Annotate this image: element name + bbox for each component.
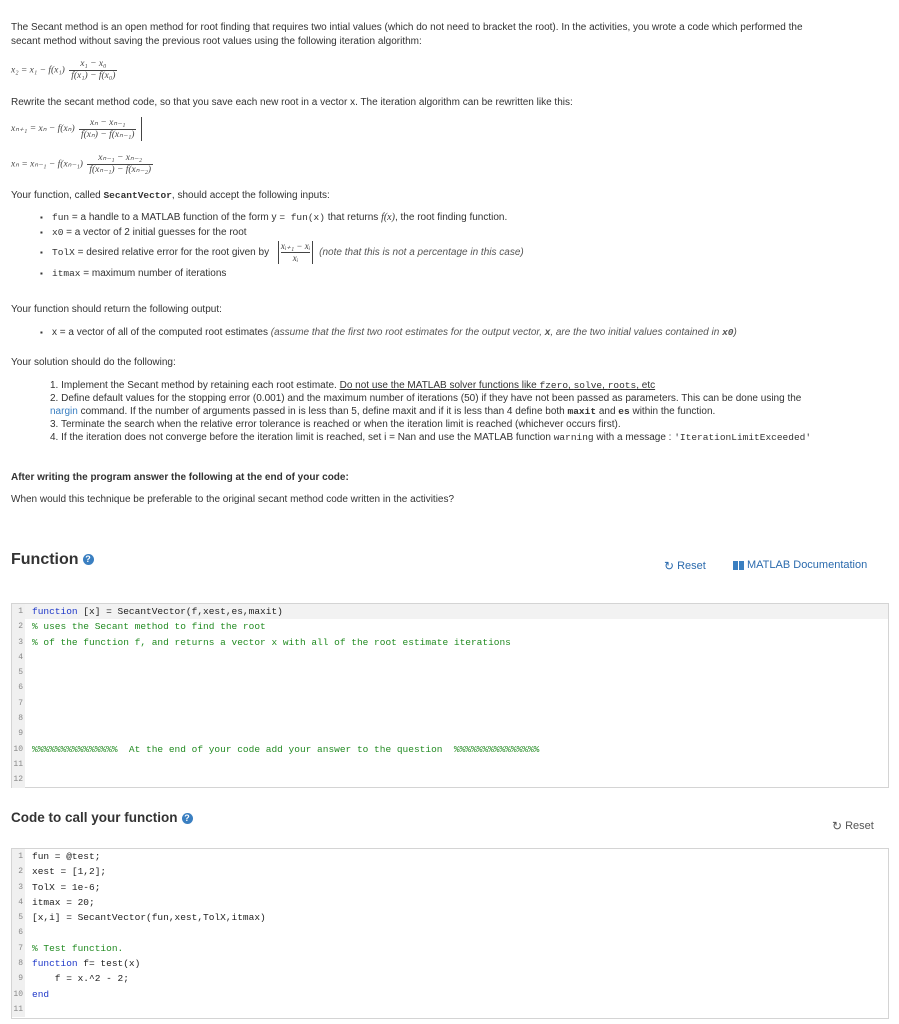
fun-code: fun: [52, 212, 70, 223]
code-text: xest = [1,2];: [32, 866, 107, 878]
call-code-editor[interactable]: [11, 848, 889, 1019]
fun-text-a: = a handle to a MATLAB function of the form y: [69, 212, 280, 223]
code-line[interactable]: [12, 987, 888, 1002]
eq1-fraction: [69, 59, 117, 82]
code-line[interactable]: [12, 711, 888, 726]
eq3-fraction: [87, 153, 153, 176]
line-number: 1: [12, 849, 25, 864]
outputs-list: [40, 325, 737, 340]
step-2-text-a: 2. Define default values for the stopping error (0.001) and the maximum number of iterations (50) if they have not been passed as parameters. This can be done using the: [50, 393, 802, 404]
matlab-documentation-button[interactable]: [733, 559, 867, 571]
code-line[interactable]: [12, 742, 888, 757]
code-line[interactable]: [12, 910, 888, 925]
eq1-lhs: x₂ = x₁ − f(x₁): [11, 65, 65, 76]
after-writing-heading: After writing the program answer the following at the end of your code:: [11, 472, 349, 483]
line-number: 3: [12, 635, 25, 650]
code-line[interactable]: [12, 880, 888, 895]
step-2-and: and: [596, 406, 619, 417]
intro-line-1: The Secant method is an open method for root finding that requires two intial values (which do not need to bracket the root). In the activities, you wrote a code which performed the: [11, 22, 803, 33]
call-help-icon[interactable]: ?: [182, 813, 193, 824]
eq2-lhs: xₙ₊₁ = xₙ − f(xₙ): [11, 124, 75, 135]
warning-code: warning: [553, 432, 594, 443]
code-line[interactable]: [12, 696, 888, 711]
step-1-etc: , etc: [636, 380, 656, 391]
output-note-c: ): [733, 327, 737, 338]
nargin-link[interactable]: nargin: [50, 406, 78, 417]
step-2-text-b: command. If the number of arguments passed in is less than 5, define maxit and if it is less than 4 define both: [77, 406, 568, 417]
line-number: 9: [12, 971, 25, 986]
step-3: 3. Terminate the search when the relative error tolerance is reached or when the iteration limit is reached (whichever occurs first).: [50, 419, 621, 430]
code-text: % uses the Secant method to find the root: [32, 621, 266, 633]
call-reset-button[interactable]: [832, 819, 874, 833]
eq2-fraction: [79, 118, 136, 141]
code-line[interactable]: [12, 680, 888, 695]
keyword-function: function: [32, 958, 78, 970]
inputs-list: [40, 210, 524, 281]
code-line[interactable]: [12, 941, 888, 956]
code-line[interactable]: [12, 604, 888, 619]
code-text: [32, 956, 140, 971]
function-title-text: Function: [11, 551, 79, 568]
call-reset-label: Reset: [845, 820, 874, 832]
function-name-code: SecantVector: [103, 190, 172, 201]
code-line[interactable]: [12, 971, 888, 986]
eq2-denominator: f(xₙ) − f(xₙ₋₁): [81, 129, 135, 140]
output-note-b: , are the two initial values contained in: [550, 327, 723, 338]
output-x-text: x = a vector of all of the computed root estimates: [52, 327, 271, 338]
line-number: 8: [12, 956, 25, 971]
code-fn-signature: [x] = SecantVector(f,xest,es,maxit): [77, 606, 283, 617]
input-item-itmax: [40, 266, 524, 281]
line-number: 6: [12, 925, 25, 940]
x0-code: x0: [52, 227, 64, 238]
fun-text-b: that returns: [324, 212, 382, 223]
matlab-documentation-label: MATLAB Documentation: [747, 559, 868, 571]
fun-math: f(x): [381, 212, 395, 223]
step-4-text-c: with a message :: [593, 432, 675, 443]
maxit-code: maxit: [567, 406, 597, 417]
step-4-text-a: 4. If the iteration does not converge before the iteration limit is reached, set i = Nan and use the MATLAB function: [50, 432, 554, 443]
code-line[interactable]: [12, 895, 888, 910]
tolx-denominator: xᵢ: [292, 252, 299, 263]
line-number: 4: [12, 650, 25, 665]
code-line[interactable]: [12, 925, 888, 940]
function-section-title: [11, 551, 94, 569]
output-note-x0: x0: [722, 327, 734, 338]
line-number: 2: [12, 619, 25, 634]
code-line[interactable]: [12, 665, 888, 680]
reset-icon: ↻: [832, 819, 843, 833]
step-1: [50, 379, 880, 392]
tolx-code: TolX: [52, 247, 75, 258]
step-2: [50, 392, 880, 418]
code-line[interactable]: [12, 772, 888, 787]
output-note-a: (assume that the first two root estimates for the output vector,: [270, 327, 545, 338]
line-number: 12: [12, 772, 25, 787]
intro-paragraph: [11, 21, 881, 49]
eq2-cursor-bar: [141, 117, 142, 141]
step-1-sep-1: ,: [568, 380, 574, 391]
equation-2: [11, 117, 142, 141]
line-number: 10: [12, 987, 25, 1002]
code-line[interactable]: [12, 1002, 888, 1017]
eq3-denominator: f(xₙ₋₁) − f(xₙ₋₂): [89, 165, 152, 175]
eq3-lhs: xₙ = xₙ₋₁ − f(xₙ₋₁): [11, 159, 83, 170]
itmax-text: = maximum number of iterations: [80, 268, 227, 279]
itmax-code: itmax: [52, 268, 81, 279]
intro-line-2: secant method without saving the previous root values using the following iteration algorithm:: [11, 36, 422, 47]
input-item-x0: [40, 225, 524, 240]
line-number: 10: [12, 742, 25, 757]
rewrite-text: Rewrite the secant method code, so that you save each new root in a vector x. The iteration algorithm can be rewritten like this:: [11, 97, 573, 108]
tolx-formula: [278, 241, 313, 264]
output-x-note: [271, 327, 737, 338]
equation-3: [11, 153, 155, 176]
eq1-numerator: x₁ − x₀: [69, 59, 117, 71]
inputs-intro-text-a: Your function, called: [11, 190, 104, 201]
equation-1: [11, 59, 119, 82]
line-number: 11: [12, 757, 25, 772]
solution-intro: Your solution should do the following:: [11, 357, 176, 368]
code-text: end: [32, 988, 50, 1000]
function-reset-label: Reset: [677, 560, 706, 572]
line-number: 8: [12, 711, 25, 726]
function-reset-button[interactable]: [664, 559, 706, 573]
fzero-code: fzero: [539, 380, 569, 391]
step-1-sep-2: ,: [602, 380, 608, 391]
function-help-icon[interactable]: ?: [83, 554, 94, 565]
code-text: fun = @test;: [32, 851, 101, 862]
code-line[interactable]: [12, 864, 888, 879]
step-2-text-f: within the function.: [629, 406, 716, 417]
input-item-tolx: [40, 240, 524, 266]
code-line[interactable]: [12, 635, 888, 650]
line-number: 9: [12, 726, 25, 741]
outputs-intro: Your function should return the following output:: [11, 304, 222, 315]
function-code-editor[interactable]: [11, 603, 889, 788]
es-code: es: [618, 406, 630, 417]
line-number: 5: [12, 665, 25, 680]
step-4: [50, 431, 880, 444]
inputs-intro-text-b: , should accept the following inputs:: [171, 190, 330, 201]
code-line[interactable]: [12, 650, 888, 665]
tolx-numerator: xᵢ₊₁ − xᵢ: [280, 240, 311, 251]
output-note-x: x: [544, 327, 551, 338]
step-1-warning: [340, 380, 656, 391]
tolx-text: = desired relative error for the root given by: [74, 247, 270, 258]
line-number: 6: [12, 680, 25, 695]
question-text: When would this technique be preferable to the original secant method code written in the activities?: [11, 494, 455, 505]
line-number: 11: [12, 1002, 25, 1017]
book-icon: [733, 561, 744, 570]
inputs-intro: [11, 189, 881, 203]
code-line[interactable]: [12, 757, 888, 772]
keyword-function: function: [32, 606, 78, 617]
eq1-denominator: f(x₁) − f(x₀): [71, 71, 116, 81]
code-line[interactable]: [12, 849, 888, 864]
solve-code: solve: [573, 380, 603, 391]
code-line[interactable]: [12, 726, 888, 741]
line-number: 2: [12, 864, 25, 879]
line-number: 1: [12, 604, 25, 619]
call-section-title: [11, 810, 193, 825]
step-1-text: 1. Implement the Secant method by retaining each root estimate.: [50, 380, 340, 391]
output-item-x: [40, 325, 737, 340]
step-2-line-2: [50, 406, 715, 417]
iteration-limit-message: 'IterationLimitExceeded': [674, 432, 812, 443]
line-number: 5: [12, 910, 25, 925]
eq2-numerator: xₙ − xₙ₋₁: [79, 118, 136, 130]
solution-steps: [50, 379, 880, 444]
code-text: [x,i] = SecantVector(fun,xest,TolX,itmax): [32, 912, 266, 924]
code-text: % Test function.: [32, 942, 124, 954]
x0-text: = a vector of 2 initial guesses for the root: [63, 227, 247, 238]
step-1-warning-text: Do not use the MATLAB solver functions like: [339, 380, 540, 391]
roots-code: roots: [607, 380, 637, 391]
code-text: %%%%%%%%%%%%%%% At the end of your code add your answer to the question %%%%%%%%%%%%%%%: [32, 743, 540, 755]
fun-text-c: , the root finding function.: [394, 212, 508, 223]
input-item-fun: [40, 210, 524, 225]
eq3-numerator: xₙ₋₁ − xₙ₋₂: [87, 153, 153, 165]
fun-code-2: = fun(x): [279, 212, 325, 223]
line-number: 7: [12, 941, 25, 956]
code-text: TolX = 1e-6;: [32, 881, 101, 893]
line-number: 7: [12, 696, 25, 711]
call-title-text: Code to call your function: [11, 810, 178, 825]
code-text: [32, 604, 283, 619]
code-line[interactable]: [12, 619, 888, 634]
code-text: f = x.^2 - 2;: [32, 973, 129, 985]
code-text: % of the function f, and returns a vector x with all of the root estimate iterations: [32, 636, 511, 648]
tolx-note: (note that this is not a percentage in this case): [319, 247, 524, 258]
code-text: itmax = 20;: [32, 896, 95, 908]
line-number: 4: [12, 895, 25, 910]
reset-icon: ↻: [664, 559, 675, 573]
code-test-signature: f= test(x): [77, 958, 141, 970]
code-line[interactable]: [12, 956, 888, 971]
line-number: 3: [12, 880, 25, 895]
